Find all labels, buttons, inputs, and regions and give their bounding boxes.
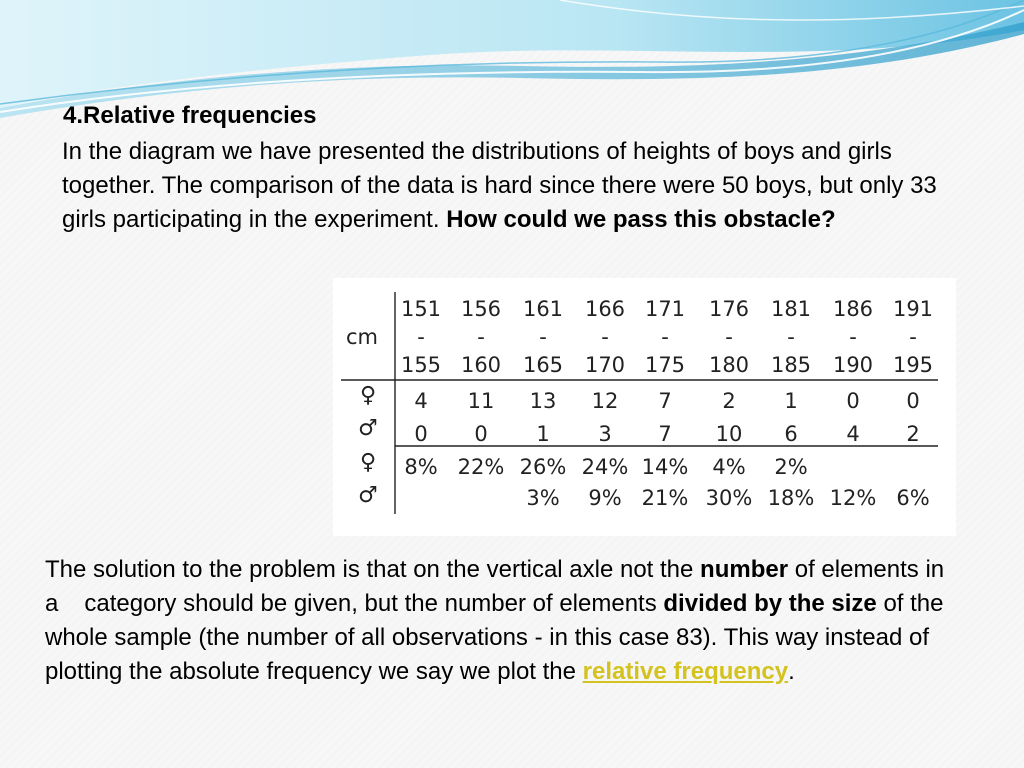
range-start-cell: 171 xyxy=(644,297,686,321)
male-count-cell: 3 xyxy=(598,422,612,446)
range-separator-cell: - xyxy=(601,325,609,349)
male-count-cell: 0 xyxy=(414,422,428,446)
range-separator-cell: - xyxy=(477,325,485,349)
male-percent-cell: 3% xyxy=(526,486,560,510)
range-end-cell: 180 xyxy=(708,353,750,377)
range-separator-cell: - xyxy=(417,325,425,349)
range-end-cell: 165 xyxy=(522,353,564,377)
solution-text-4: of the whole sample (the number of all observations - in this case 83). This way instead of plotting the absolute frequency we say we plot the xyxy=(45,590,944,685)
range-end-cell: 155 xyxy=(400,353,442,377)
female-count-cell: 2 xyxy=(722,389,736,413)
range-separator-cell: - xyxy=(849,325,857,349)
male-symbol-percents: ♂ xyxy=(358,483,378,508)
male-count-cell: 2 xyxy=(906,422,920,446)
male-count-cell: 7 xyxy=(658,422,672,446)
solution-text-1: The solution to the problem is that on the vertical axle not the xyxy=(45,556,701,583)
male-count-cell: 10 xyxy=(715,422,743,446)
range-end-cell: 195 xyxy=(892,353,934,377)
range-start-cell: 151 xyxy=(400,297,442,321)
female-percent-cell: 8% xyxy=(404,455,438,479)
range-end-cell: 170 xyxy=(584,353,626,377)
female-percent-cell: 4% xyxy=(712,455,746,479)
intro-question: How could we pass this obstacle? xyxy=(446,206,836,233)
range-separator-cell: - xyxy=(661,325,669,349)
relative-frequency-link[interactable]: relative frequency xyxy=(582,658,789,685)
range-start-cell: 161 xyxy=(522,297,564,321)
range-end-cell: 185 xyxy=(770,353,812,377)
female-count-cell: 0 xyxy=(846,389,860,413)
range-end-cell: 175 xyxy=(644,353,686,377)
solution-text-2: of elements in a xyxy=(45,556,945,617)
female-count-cell: 7 xyxy=(658,389,672,413)
solution-text-5: . xyxy=(788,658,795,685)
male-percent-cell: 12% xyxy=(829,486,877,510)
female-percent-cell: 14% xyxy=(641,455,689,479)
female-symbol-counts: ♀ xyxy=(359,383,377,408)
male-percent-cell: 6% xyxy=(896,486,930,510)
male-count-cell: 0 xyxy=(474,422,488,446)
table-cells xyxy=(401,297,933,510)
frequency-table-graphic xyxy=(333,278,956,536)
male-percent-cell: 21% xyxy=(641,486,689,510)
male-percent-cell: 18% xyxy=(767,486,815,510)
intro-text: In the diagram we have presented the distributions of heights of boys and girls together. The comparison of the data is hard since there were 50 boys, but only 33 girls participating in the experiment. xyxy=(62,138,937,233)
range-separator-cell: - xyxy=(909,325,917,349)
range-separator-cell: - xyxy=(539,325,547,349)
solution-bold-number: number xyxy=(700,556,789,583)
male-count-cell: 1 xyxy=(536,422,550,446)
solution-paragraph xyxy=(45,553,950,689)
unit-label: cm xyxy=(346,325,379,349)
range-start-cell: 191 xyxy=(892,297,934,321)
female-count-cell: 13 xyxy=(529,389,557,413)
female-count-cell: 4 xyxy=(414,389,428,413)
female-count-cell: 1 xyxy=(784,389,798,413)
male-percent-cell: 30% xyxy=(705,486,753,510)
section-title: 4.Relative frequencies xyxy=(63,102,317,129)
range-start-cell: 156 xyxy=(460,297,502,321)
female-count-cell: 11 xyxy=(467,389,495,413)
solution-text-3: category should be given, but the number of elements xyxy=(84,590,664,617)
female-percent-cell: 24% xyxy=(581,455,629,479)
female-symbol-percents: ♀ xyxy=(359,450,377,475)
intro-paragraph xyxy=(62,135,967,237)
range-end-cell: 160 xyxy=(460,353,502,377)
male-count-cell: 6 xyxy=(784,422,798,446)
range-separator-cell: - xyxy=(787,325,795,349)
range-separator-cell: - xyxy=(725,325,733,349)
female-count-cell: 0 xyxy=(906,389,920,413)
female-percent-cell: 22% xyxy=(457,455,505,479)
solution-bold-divided: divided by the size xyxy=(663,590,877,617)
range-start-cell: 186 xyxy=(832,297,874,321)
male-percent-cell: 9% xyxy=(588,486,622,510)
female-percent-cell: 26% xyxy=(519,455,567,479)
range-start-cell: 176 xyxy=(708,297,750,321)
range-start-cell: 181 xyxy=(770,297,812,321)
male-symbol-counts: ♂ xyxy=(358,416,378,441)
female-count-cell: 12 xyxy=(591,389,619,413)
male-count-cell: 4 xyxy=(846,422,860,446)
female-percent-cell: 2% xyxy=(774,455,808,479)
range-end-cell: 190 xyxy=(832,353,874,377)
range-start-cell: 166 xyxy=(584,297,626,321)
frequency-table xyxy=(333,278,956,536)
